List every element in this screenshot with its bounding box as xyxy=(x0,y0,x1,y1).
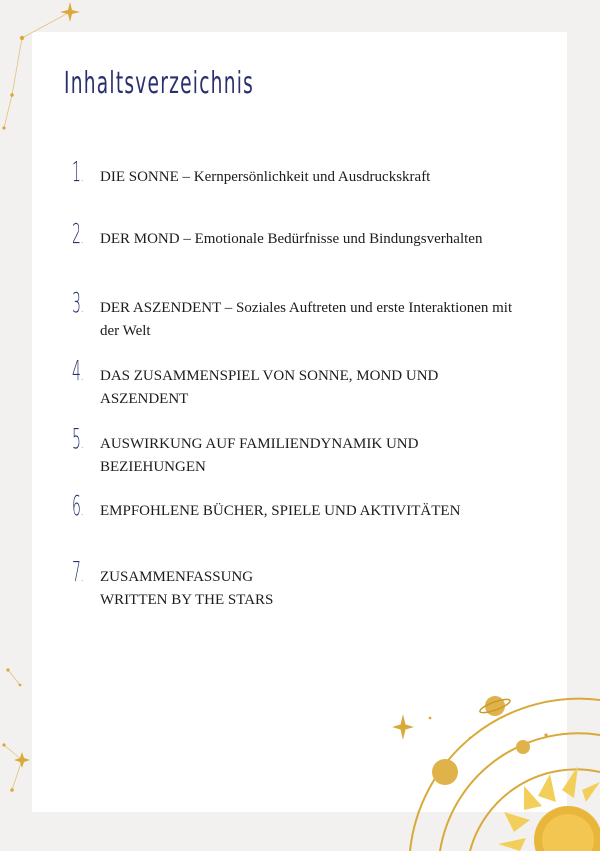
toc-text: AUSWIRKUNG AUF FAMILIENDYNAMIK UND BEZIEHUNGEN xyxy=(100,436,419,475)
toc-number: 3. xyxy=(72,286,84,319)
toc-text: EMPFOHLENE BÜCHER, SPIELE UND AKTIVITÄTEN xyxy=(100,503,461,519)
toc-text: DER ASZENDENT – Soziales Auftreten und erste Interaktionen mit der Welt xyxy=(100,300,513,339)
toc-text: DER MOND – Emotionale Bedürfnisse und Bindungsverhalten xyxy=(100,231,483,247)
toc-number: 4. xyxy=(72,354,84,387)
constellation-icon xyxy=(0,650,60,820)
toc-text: DAS ZUSAMMENSPIEL VON SONNE, MOND UND ASZENDENT xyxy=(100,368,439,407)
toc-number: 5. xyxy=(72,422,84,455)
toc-text: DIE SONNE – Kernpersönlichkeit und Ausdruckskraft xyxy=(100,169,431,185)
toc-number: 6. xyxy=(72,489,84,522)
toc-text: ZUSAMMENFASSUNG WRITTEN BY THE STARS xyxy=(100,569,274,608)
toc-number: 1. xyxy=(72,155,84,188)
toc-number: 7. xyxy=(72,555,84,588)
sun-icon xyxy=(490,762,600,851)
toc-number: 2. xyxy=(72,217,84,250)
page-title: Inhaltsverzeichnis xyxy=(64,66,255,101)
